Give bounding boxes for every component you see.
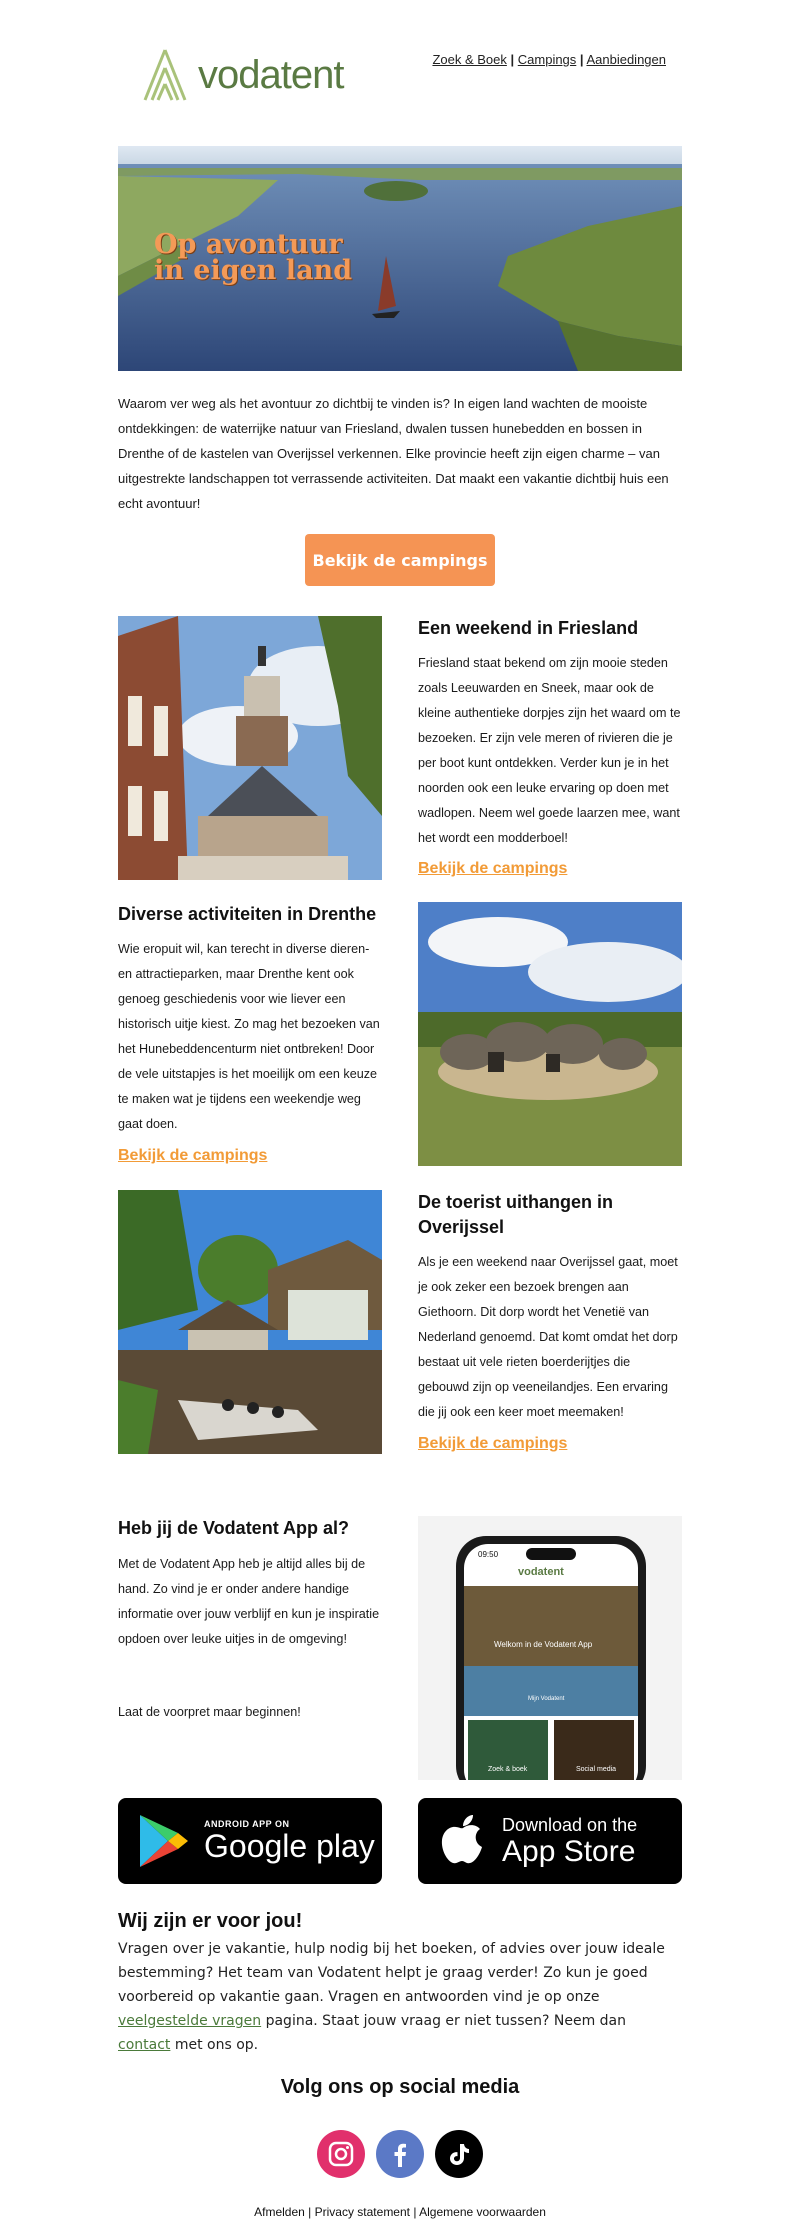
app-text: Met de Vodatent App heb je altijd alles bij de hand. Zo vind je er onder andere handige informatie over jouw verblijf en kun je inspiratie opdoen over leuke uitjes in de omgeving! (118, 1557, 380, 1646)
friesland-text: Friesland staat bekend om zijn mooie steden zoals Leeuwarden en Sneek, maar ook de kleine authentieke dorpjes zijn het waard om te bezoeken. Er zijn vele meren of rivieren die je per boot kunt ontdekken. Verder kun je in het noorden ook een leuke ervaring op doen met wadlopen. Neem wel goede laarzen mee, want het wordt een modderboel! (418, 656, 681, 845)
friesland-campings-link[interactable]: Bekijk de campings (418, 860, 568, 877)
help-text: Vragen over je vakantie, hulp nodig bij het boeken, of advies over jouw ideale bestemming? Het team van Vodatent helpt je graag verder! Zo kun je goed voorbereid op vakantie gaan. Vragen en antwoorden vind je op onze veelgestelde vragen pagina. Staat jouw vraag er niet tussen? Neem dan contact met ons op. (118, 1941, 665, 2053)
footer-privacy[interactable]: Privacy statement (314, 2205, 410, 2219)
drenthe-text: Wie eropuit wil, kan terecht in diverse dieren- en attractieparken, maar Drenthe kent ook genoeg geschiedenis voor wie liever een historisch uitje kiest. Zo mag het bezoeken van het Hunebeddencenturm niet ontbreken! Door de vele uitstapjes is het moeilijk om een keuze te maken wat je tijdens een weekendje weg gaat doen. (118, 942, 380, 1131)
help-title: Wij zijn er voor jou! (118, 1910, 303, 1932)
intro-text: Waarom ver weg als het avontuur zo dichtbij te vinden is? In eigen land wachten de mooiste ontdekkingen: de waterrijke natuur van Friesland, dwalen tussen hunebedden en bossen in Drenthe of de kastelen van Overijssel verkennen. Elke provincie heeft zijn eigen charme – van uitgestrekte landschappen tot verrassende activiteiten. Dat maakt een vakantie dichtbij huis een echt avontuur! (118, 396, 669, 511)
app-store-small: Download on the (502, 1814, 638, 1835)
hero-title: Op avontuur in eigen land (154, 229, 353, 286)
app-phone-mockup (418, 1516, 682, 1780)
logo-text: vodatent (198, 52, 344, 97)
nav-separator: | (579, 52, 584, 67)
nav-aanbiedingen[interactable]: Aanbiedingen (586, 52, 666, 67)
overijssel-campings-link[interactable]: Bekijk de campings (418, 1435, 568, 1452)
app-tagline: Laat de voorpret maar beginnen! (118, 1705, 301, 1719)
google-play-button[interactable] (118, 1798, 382, 1884)
contact-link[interactable]: contact (118, 2037, 171, 2053)
tiktok-icon[interactable] (435, 2130, 483, 2178)
drenthe-campings-link[interactable]: Bekijk de campings (118, 1147, 268, 1164)
footer-unsubscribe[interactable]: Afmelden (254, 2205, 305, 2219)
google-play-icon (136, 1811, 192, 1871)
phone-welcome: Welkom in de Vodatent App (494, 1640, 593, 1649)
google-play-big: Google play (204, 1828, 375, 1864)
hero-banner[interactable] (118, 146, 682, 371)
facebook-icon[interactable] (376, 2130, 424, 2178)
drenthe-title: Diverse activiteiten in Drenthe (118, 904, 377, 924)
google-play-small: ANDROID APP ON (204, 1819, 290, 1829)
tent-logo-icon (142, 48, 188, 102)
top-navigation (432, 52, 666, 67)
phone-time: 09:50 (478, 1550, 499, 1559)
overijssel-text: Als je een weekend naar Overijssel gaat, moet je ook zeker een bezoek brengen aan Giethoorn. Dit dorp wordt het Venetië van Nederland genoemd. Dat komt omdat het dorp bestaat uit vele rieten boerderijtjes die gebouwd zijn op veeneilandjes. Een ervaring die jij ook een keer moet meemaken! (418, 1255, 678, 1419)
drenthe-hunebed-image (418, 902, 682, 1166)
phone-tile-social: Social media (576, 1766, 617, 1773)
app-store-button[interactable] (418, 1798, 682, 1884)
friesland-title: Een weekend in Friesland (418, 618, 639, 638)
social-title: Volg ons op social media (280, 2076, 520, 2098)
friesland-image (118, 616, 382, 880)
nav-zoek-boek[interactable]: Zoek & Boek (432, 52, 507, 67)
app-store-big: App Store (502, 1834, 636, 1868)
logo[interactable] (142, 48, 343, 102)
apple-icon (438, 1812, 488, 1870)
nav-campings[interactable]: Campings (517, 52, 577, 67)
footer: Afmelden | Privacy statement | Algemene voorwaarden (254, 2205, 546, 2219)
app-title: Heb jij de Vodatent App al? (118, 1518, 350, 1538)
header (118, 0, 682, 146)
nav-separator: | (510, 52, 515, 67)
phone-tile-mijn: Mijn Vodatent (528, 1696, 565, 1702)
view-campings-button[interactable]: Bekijk de campings (305, 534, 495, 586)
phone-tile-zoek: Zoek & boek (488, 1766, 528, 1773)
phone-logo: vodatent (518, 1566, 564, 1578)
footer-terms[interactable]: Algemene voorwaarden (419, 2205, 546, 2219)
faq-link[interactable]: veelgestelde vragen (118, 2013, 262, 2029)
overijssel-title: De toerist uithangen in Overijssel (418, 1192, 614, 1237)
overijssel-giethoorn-image (118, 1190, 382, 1454)
instagram-icon[interactable] (317, 2130, 365, 2178)
